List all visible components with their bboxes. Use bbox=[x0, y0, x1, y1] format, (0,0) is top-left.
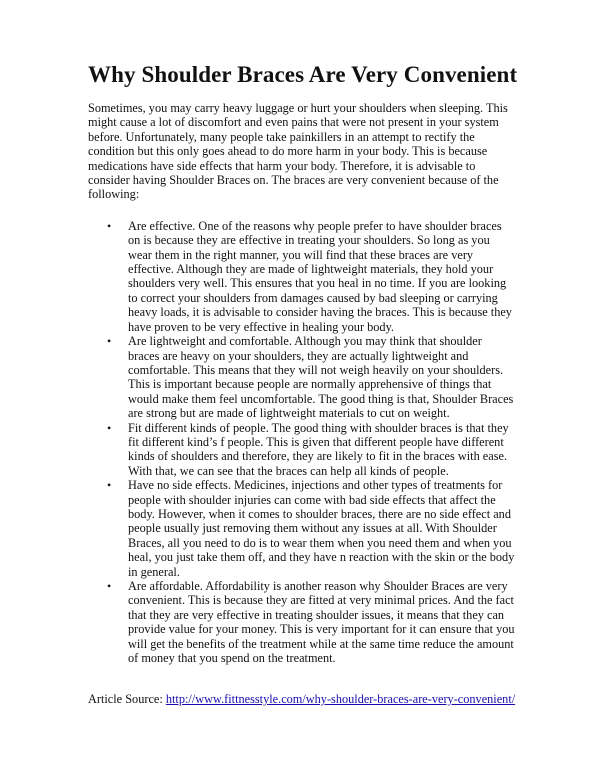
article-source-label: Article Source: bbox=[88, 692, 166, 707]
bullet-icon: • bbox=[107, 478, 112, 493]
bullet-icon: • bbox=[107, 420, 112, 435]
list-item-text: Are lightweight and comfortable. Although you may think that shoulder braces are heavy on your shoulders, they are actually lightweight and comfortable. This means that they will not weigh heavily on your shoulders. This is important because people are normally apprehensive of things that would make them feel uncomfortable. The good thing is that, Shoulder Braces are strong but are made of lightweight materials to cut on weight. bbox=[128, 334, 514, 421]
bullet-icon: • bbox=[107, 218, 112, 233]
list-item bbox=[107, 334, 516, 421]
article-source bbox=[88, 692, 516, 706]
list-item-text: Have no side effects. Medicines, injections and other types of treatments for people with shoulder injuries can come with bad side effects that affect the body. However, when it comes to shoulder braces, there are no side effect and people usually just removing them without any issues at all. With Shoulder Braces, all you need to do is to wear them when you need them and when you heal, you just take them off, and they have n reaction with the skin or the body in general. bbox=[128, 478, 515, 579]
list-item bbox=[107, 218, 516, 334]
benefits-list bbox=[88, 219, 516, 666]
page-title: Why Shoulder Braces Are Very Convenient bbox=[88, 62, 518, 87]
bullet-icon: • bbox=[107, 579, 112, 593]
list-item bbox=[107, 420, 516, 479]
list-item-text: Are affordable. Affordability is another reason why Shoulder Braces are very convenient. This is because they are fitted at very minimal prices. And the fact that they are very effective in treating shoulder issues, it means that they can provide value for your money. This is very important for it can ensure that you will get the benefits of the treatment while at the same time reduce the amount of money that you spend on the treatment. bbox=[128, 579, 515, 666]
list-item-text: Are effective. One of the reasons why people prefer to have shoulder braces on is because they are effective in treating your shoulders. So long as you wear them in the right manner, you will find that these braces are very effective. Although they are made of lightweight materials, they hold your shoulders very well. This ensures that you heal in no time. If you are looking to correct your shoulders from damages caused by bad sleeping or carrying heavy loads, it is advisable to consider having the braces. This is because they have proven to be very effective in healing your body. bbox=[128, 218, 512, 334]
list-item bbox=[107, 478, 516, 579]
article-source-link[interactable]: http://www.fittnesstyle.com/why-shoulder-braces-are-very-convenient/ bbox=[165, 692, 516, 707]
intro-paragraph: Sometimes, you may carry heavy luggage or hurt your shoulders when sleeping. This might cause a lot of discomfort and even pains that were not present in your system before. Unfortunately, many people take painkillers in an attempt to rectify the condition but this only goes ahead to do more harm in your body. This is because medications have side effects that harm your body. Therefore, it is advisable to consider having Shoulder Braces on. The braces are very convenient because of the following: bbox=[88, 101, 508, 202]
list-item bbox=[107, 579, 516, 666]
document-page bbox=[88, 62, 516, 707]
list-item-text: Fit different kinds of people. The good thing with shoulder braces is that they fit different kind’s f people. This is given that different people have different kinds of shoulders and therefore, they are likely to fit in the braces with ease. With that, we can see that the braces can help all kinds of people. bbox=[128, 420, 509, 478]
bullet-icon: • bbox=[107, 334, 112, 349]
